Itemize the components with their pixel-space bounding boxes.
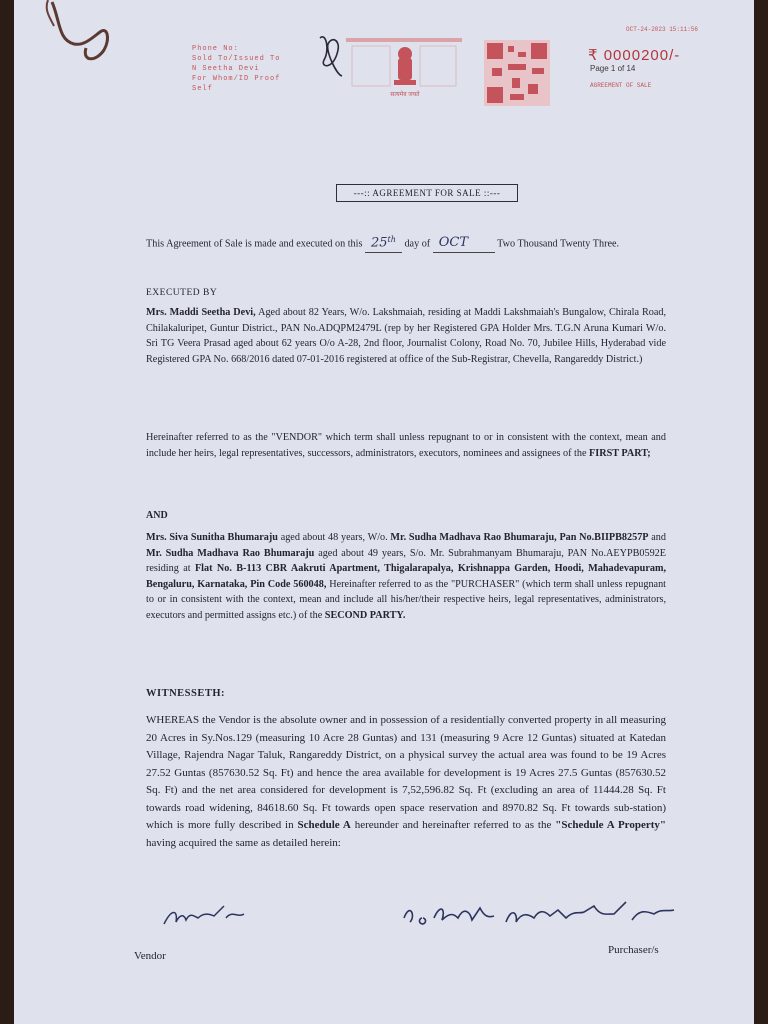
vendor-details: Aged about 82 Years, W/o. Lakshmaiah, residing at Maddi Lakshmaiah's Bungalow, Chirala Road, Chilakaluripet, Guntur District., PAN No.ADQPM2479L (rep by her Registered GPA Holder Mrs. T.G.N Aruna Kumari W/o. Sri TG Veera Prasad aged about 62 years O/o A-28, 2nd floor, Journalist Colony, Road No. 70, Jubilee Hills, Hyderabad vide Registered GPA No. 668/2016 dated 07-01-2016 registered at office of the Sub-Registrar, Chevella, Rangareddy District.) (146, 307, 667, 365)
purchaser-text: aged about 49 years, S/o. Mr. Subrahmanyam Bhumaraju, PAN No.AEYPB0592E residing at (146, 547, 666, 574)
emblem-caption: सत्यमेव जयते (390, 92, 420, 98)
whereas-paragraph (146, 712, 666, 852)
stamp-line: Phone No: (192, 45, 239, 53)
stamp-reference: AGREEMENT OF SALE (590, 82, 652, 89)
and-heading: AND (146, 510, 168, 521)
stamp-date: OCT-24-2023 15:11:56 (626, 26, 699, 33)
vendor-definition: Hereinafter referred to as the "VENDOR" which term shall unless repugnant to or in consistent with the context, mean and include her heirs, legal representatives, successors, administrators, executors, nominees and assignees of the (146, 432, 666, 459)
day-suffix: th (387, 235, 396, 244)
purchaser-name: Mrs. Siva Sunitha Bhumaraju (146, 532, 278, 543)
schedule-a-label: Schedule A (297, 819, 351, 831)
month-value: OCT (438, 235, 469, 251)
second-party-label: SECOND PARTY. (324, 609, 406, 621)
vendor-name: Mrs. Maddi Seetha Devi, (146, 307, 256, 318)
whereas-text: hereunder and hereinafter referred to as the (354, 819, 552, 831)
stamp-line: For Whom/ID Proof (192, 75, 281, 83)
intro-text: day of (404, 238, 431, 250)
stamp-line: Sold To/Issued To (192, 55, 281, 63)
stamp-line: Self (192, 85, 213, 93)
purchaser-paragraph (146, 530, 666, 623)
stamp-signature-icon (316, 30, 346, 80)
vendor-signature-label: Vendor (134, 950, 166, 962)
whereas-text: having acquired the same as detailed herein: (146, 836, 341, 849)
day-value: 25 (370, 235, 388, 251)
purchaser-text: and (651, 532, 666, 543)
stamp-amount: ₹ 0000200/- (588, 47, 681, 64)
month-field (433, 235, 495, 253)
signatures-icon (154, 888, 754, 948)
day-field (365, 232, 402, 253)
first-part-label: FIRST PART; (589, 447, 651, 459)
national-emblem-icon (344, 30, 464, 110)
qr-code-icon (484, 40, 550, 106)
document-title: ---:: AGREEMENT FOR SALE ::--- (336, 184, 518, 202)
purchaser-text: Hereinafter referred to as the "PURCHASER" (which term shall unless repugnant to or in consistent with the context, mean and include all his/her/their respective heirs, legal representatives, administrators, executors and permitted assigns etc.) of the (146, 578, 666, 621)
stamp-vendor-block (192, 44, 322, 94)
purchaser-name: Mr. Sudha Madhava Rao Bhumaraju, Pan No.BIIPB8257P (390, 532, 649, 543)
schedule-a-property-label: "Schedule A Property" (555, 819, 667, 831)
witnesseth-heading: WITNESSETH: (146, 688, 226, 699)
intro-text: This Agreement of Sale is made and executed on this (146, 238, 363, 250)
stamp-line: N Seetha Devi (192, 65, 260, 73)
title-text: AGREEMENT FOR SALE (372, 188, 482, 198)
whereas-text: WHEREAS the Vendor is the absolute owner and in possession of a residentially converted property in all measuring 20 Acres in Sy.Nos.129 (measuring 10 Acre 28 Guntas) and 131 (measuring 9 Acre 12 Guntas) situated at Katedan Village, Rajendra Nagar Taluk, Rangareddy District, on a physical survey the actual area was found to be 19 Acres 27.52 Guntas (857630.52 Sq. Ft) and hence the area available for development is 19 Acres 27.5 Guntas (857630.52 Sq. Ft) and the net area considered for development is 7,52,596.82 Sq. Ft (excluding an area of 11444.28 Sq. Ft towards road widening, 84618.60 Sq. Ft towards open space reservation and 8970.82 Sq. Ft towards sub-station) which is more fully described in (146, 714, 666, 831)
vendor-paragraph (146, 305, 666, 367)
purchaser-text: aged about 48 years, W/o. (280, 532, 388, 543)
executed-by-heading: EXECUTED BY (146, 288, 218, 298)
intro-text: Two Thousand Twenty Three. (497, 238, 620, 250)
binding-string-icon (0, 0, 120, 80)
vendor-definition-paragraph (146, 430, 666, 461)
intro-paragraph (146, 232, 666, 253)
stamp-page-number: Page 1 of 14 (590, 64, 636, 73)
purchaser-name: Mr. Sudha Madhava Rao Bhumaraju (146, 547, 315, 559)
purchaser-address: Flat No. B-113 CBR Aakruti Apartment, Thigalarapalya, Krishnappa Garden, Hoodi, Mahadevapuram, Bengaluru, Karnataka, Pin Code 560048, (146, 563, 666, 590)
purchaser-signature-label: Purchaser/s (608, 944, 659, 956)
document-page (14, 0, 754, 1024)
